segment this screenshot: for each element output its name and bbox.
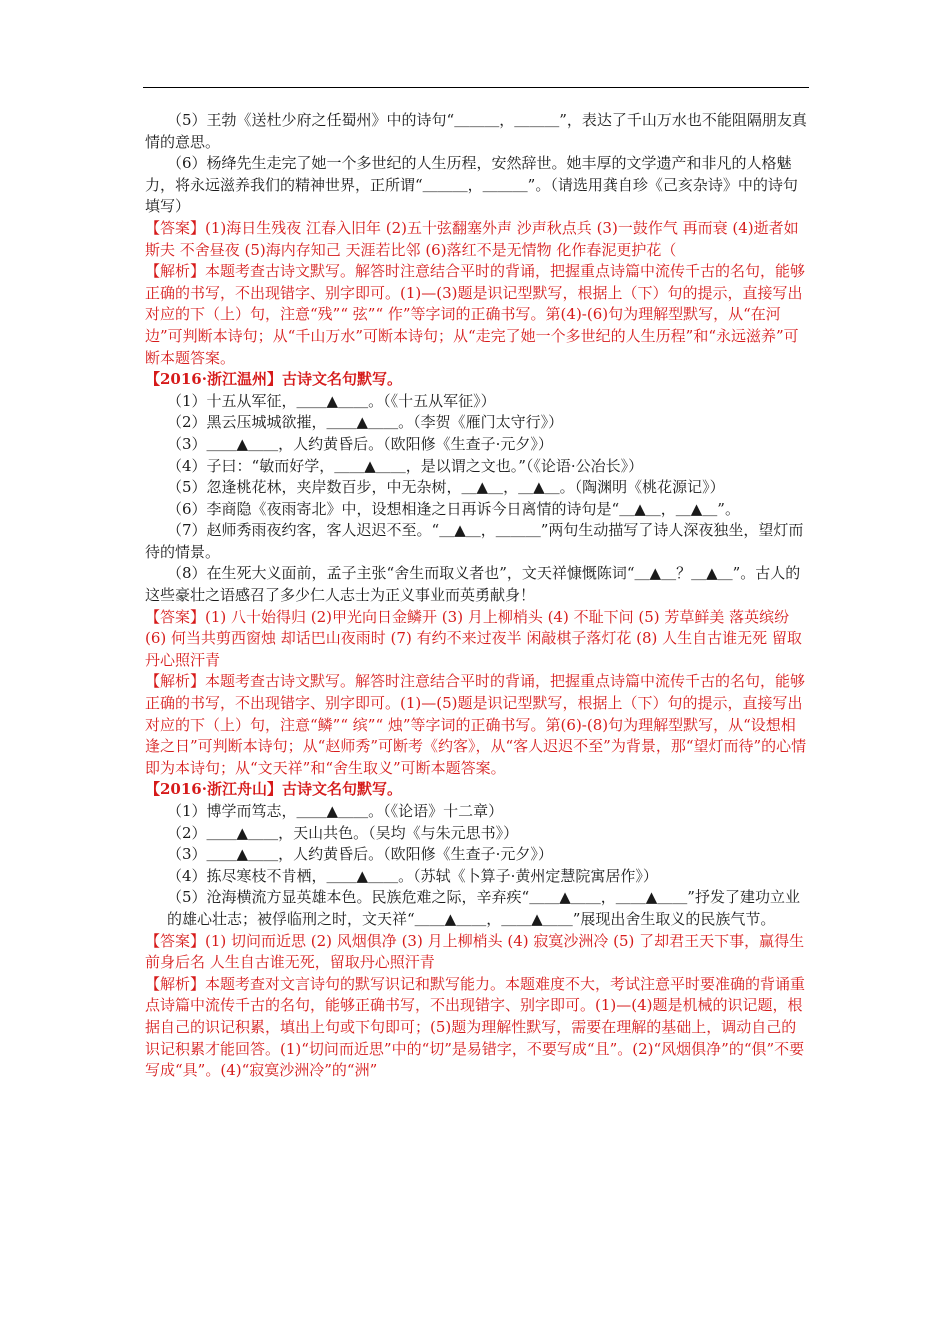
question-line: （5）王勃《送杜少府之任蜀州》中的诗句“＿＿＿，＿＿＿”，表达了千山万水也不能阻隔朋友真情的意思。 bbox=[145, 111, 807, 151]
answer-block: 【答案】(1) 切问而近思 (2) 风烟俱净 (3) 月上柳梢头 (4) 寂寞沙洲冷 (5) 了却君王天下事，赢得生前身后名 人生自古谁无死，留取丹心照汗青 bbox=[145, 931, 805, 972]
question-line: （7）赵师秀雨夜约客，客人迟迟不至。“＿▲＿，＿＿＿”两句生动描写了诗人深夜独坐，望灯而待的情景。 bbox=[145, 521, 804, 561]
question-line: （6）杨绛先生走完了她一个多世纪的人生历程，安然辞世。她丰厚的文学遗产和非凡的人格魅力，将永远滋养我们的精神世界，正所谓“＿＿＿，＿＿＿”。（请选用龚自珍《己亥杂诗》中的诗句填写） bbox=[145, 154, 798, 216]
answer-block: 【答案】(1)海日生残夜 江春入旧年 (2)五十弦翻塞外声 沙声秋点兵 (3)一鼓作气 再而衰 (4)逝者如斯夫 不舍昼夜 (5)海内存知己 天涯若比邻 (6)落红不是无情物 化作春泥更护花（ bbox=[145, 218, 799, 259]
question-line: （5）沧海横流方显英雄本色。民族危难之际，辛弃疾“＿＿▲＿＿，＿＿▲＿＿”抒发了建功立业的雄心壮志；被俘临刑之时，文天祥“＿＿▲＿＿，＿＿▲＿＿”展现出舍生取义的民族气节。 bbox=[167, 888, 800, 928]
question-line: （3）＿＿▲＿＿，人约黄昏后。（欧阳修《生查子·元夕》） bbox=[167, 434, 553, 453]
section-header: 【2016·浙江温州】古诗文名句默写。 bbox=[145, 370, 402, 389]
question-line: （2）黑云压城城欲摧，＿＿▲＿＿。（李贺《雁门太守行》） bbox=[167, 413, 564, 432]
analysis-block: 【解析】本题考查古诗文默写。解答时注意结合平时的背诵，把握重点诗篇中流传千古的名句，能够正确的书写，不出现错字、别字即可。(1)—(3)题是识记型默写，根据上（下）句的提示，直接写出对应的下（上）句，注意“残”“ 弦”“ 作”等字词的正确书写。第(4)-(6)句为理解型默写，从“在河边”可判断本诗句；从“千山万水”可断本诗句；从“走完了她一个多世纪的人生历程”和“永远滋养”可断本题答案。 bbox=[145, 262, 806, 367]
question-line: （4）子曰：“敏而好学，＿＿▲＿＿，是以谓之文也。”（《论语·公冶长》） bbox=[167, 456, 644, 475]
question-line: （6）李商隐《夜雨寄北》中，设想相逢之日再诉今日离情的诗句是“＿▲＿，＿▲＿”。 bbox=[167, 499, 740, 518]
analysis-block: 【解析】本题考查对文言诗句的默写识记和默写能力。本题难度不大，考试注意平时要准确的背诵重点诗篇中流传千古的名句，能够正确书写，不出现错字、别字即可。(1)—(4)题是机械的识记题，根据自己的识记积累，填出上句或下句即可；(5)题为理解性默写，需要在理解的基础上，调动自己的识记积累才能回答。(1)“切问而近思”中的“切”是易错字，不要写成“且”。(2)“风烟俱净”的“俱”不要写成“具”。(4)“寂寞沙洲冷”的“洲” bbox=[145, 974, 806, 1080]
question-line: （8）在生死大义面前，孟子主张“舍生而取义者也”，文天祥慷慨陈词“＿▲＿？＿▲＿”。古人的这些豪壮之语感召了多少仁人志士为正义事业而英勇献身！ bbox=[145, 564, 801, 605]
question-line: （2）＿＿▲＿＿，天山共色。（吴均《与朱元思书》） bbox=[167, 823, 519, 842]
section-header: 【2016·浙江舟山】古诗文名句默写。 bbox=[145, 780, 402, 799]
analysis-block: 【解析】本题考查古诗文默写。解答时注意结合平时的背诵，把握重点诗篇中流传千古的名句，能够正确的书写，不出现错字、别字即可。(1)—(5)题是识记型默写，根据上（下）句的提示，直接写出对应的下（上）句，注意“鳞”“ 缤”“ 烛”等字词的正确书写。第(6)-(8)句为理解型默写，从“设想相逢之日”可判断本诗句；从“赵师秀”可断考《约客》，从“客人迟迟不至”为背景，那“望灯而待”的心情即为本诗句；从“文天祥”和“舍生取义”可断本题答案。 bbox=[145, 672, 807, 777]
question-line: （1）十五从军征，＿＿▲＿＿。（《十五从军征》） bbox=[167, 391, 496, 410]
document-page bbox=[145, 110, 809, 1082]
header-rule bbox=[143, 87, 809, 88]
question-line: （5）忽逢桃花林，夹岸数百步，中无杂树，＿▲＿，＿▲＿。（陶渊明《桃花源记》） bbox=[167, 478, 725, 497]
question-line: （1）博学而笃志，＿＿▲＿＿。（《论语》十二章） bbox=[167, 802, 504, 820]
answer-block: 【答案】(1) 八十始得归 (2)甲光向日金鳞开 (3) 月上柳梢头 (4) 不耻下问 (5) 芳草鲜美 落英缤纷 (6) 何当共剪西窗烛 却话巴山夜雨时 (7) 有约不来过夜半 闲敲棋子落灯花 (8) 人生自古谁无死 留取丹心照汗青 bbox=[145, 607, 802, 669]
question-line: （3）＿＿▲＿＿，人约黄昏后。（欧阳修《生查子·元夕》） bbox=[167, 845, 553, 864]
question-line: （4）拣尽寒枝不肯栖，＿＿▲＿＿。（苏轼《卜算子·黄州定慧院寓居作》） bbox=[167, 866, 658, 885]
